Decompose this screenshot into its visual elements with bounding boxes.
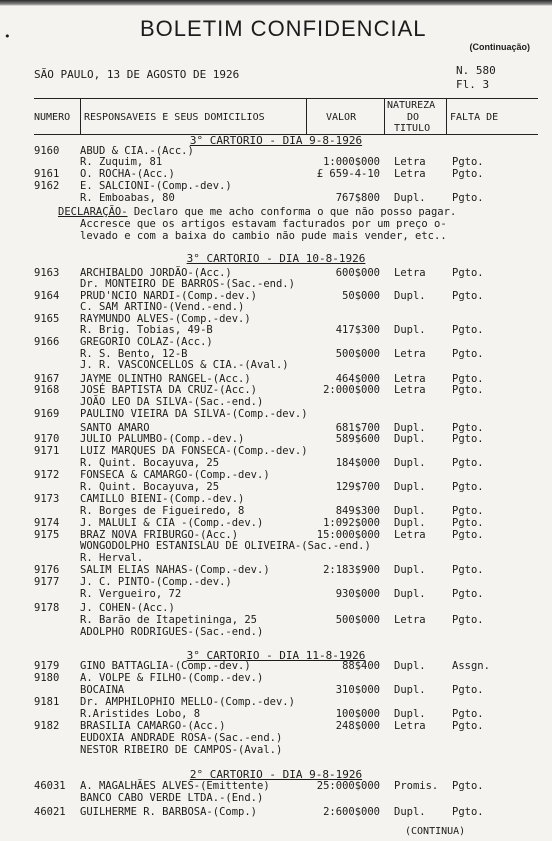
table-row	[0, 793, 552, 804]
table-row	[0, 458, 552, 469]
entry-responsavel: R. Barão de Itapetininga, 25	[80, 614, 258, 626]
entry-responsavel: C. SAM ARTINO-(Vend.-end.)	[80, 301, 245, 313]
entry-valor: 1:092$000	[323, 517, 380, 529]
col-natureza: TITULO	[394, 123, 431, 134]
entry-valor: 767$800	[335, 192, 380, 204]
entry-natureza: Dupl.	[394, 457, 426, 469]
entry-falta: Pgto.	[452, 192, 484, 204]
entry-falta: Pgto.	[452, 267, 484, 279]
section-heading: 3° CARTORIO - DIA 9-8-1926	[189, 134, 363, 147]
entry-number: 9172	[34, 469, 60, 481]
entry-falta: Pgto.	[452, 324, 484, 336]
entry-responsavel: R. Emboabas, 80	[80, 192, 175, 204]
entry-number: 9162	[34, 180, 60, 192]
entry-responsavel: ADOLPHO RODRIGUES-(Sac.-end.)	[80, 626, 264, 638]
entry-natureza: Dupl.	[394, 481, 426, 493]
entry-number: 9167	[34, 373, 60, 385]
entry-valor: £ 659-4-10	[316, 168, 380, 180]
continua-label: (CONTINUA)	[405, 826, 466, 837]
entry-responsavel: A. MAGALHÃES ALVES-(Emittente)	[80, 780, 270, 792]
entry-falta: Pgto.	[452, 780, 484, 792]
section-heading: 3° CARTORIO - DIA 10-8-1926	[186, 252, 366, 265]
table-row	[0, 506, 552, 517]
entry-responsavel: SANTO AMARO	[80, 422, 150, 434]
declaration-line: levado e com a baixa do cambio não pude mais vender, etc..	[80, 230, 447, 242]
entry-natureza: Letra	[394, 348, 426, 360]
table-row	[0, 745, 552, 756]
table-row	[0, 446, 552, 457]
entry-natureza: Promis.	[394, 780, 439, 792]
entry-responsavel: PAULINO VIEIRA DA SILVA-(Comp.-dev.)	[80, 408, 308, 420]
column-divider	[80, 98, 81, 134]
entry-responsavel: BRASILIA CAMARGO-(Acc.)	[80, 720, 226, 732]
column-divider	[306, 98, 307, 134]
entry-valor: 100$000	[335, 708, 380, 720]
entry-falta: Pgto.	[452, 348, 484, 360]
entry-responsavel: R.Aristides Lobo, 8	[80, 708, 201, 720]
entry-number: 9177	[34, 576, 60, 588]
table-row	[0, 409, 552, 420]
entry-responsavel: J. MALULI & CIA -(Comp.-dev.)	[80, 517, 264, 529]
entry-responsavel: BRAZ NOVA FRIBURGO-(Acc.)	[80, 529, 239, 541]
table-row	[0, 565, 552, 576]
entry-natureza: Letra	[394, 156, 426, 168]
entry-responsavel: R. S. Bento, 12-B	[80, 348, 188, 360]
entry-responsavel: J. C. PINTO-(Comp.-dev.)	[80, 576, 232, 588]
entry-natureza: Dupl.	[394, 660, 426, 672]
entry-valor: 500$000	[335, 614, 380, 626]
entry-falta: Pgto.	[452, 806, 484, 818]
entry-responsavel: R. Zuquim, 81	[80, 156, 163, 168]
entry-valor: 2:183$900	[323, 564, 380, 576]
scan-top-band	[0, 0, 552, 6]
entry-natureza: Dupl.	[394, 505, 426, 517]
table-row	[0, 627, 552, 638]
col-numero: NUMERO	[34, 112, 71, 123]
entry-responsavel: JAYME OLINTHO RANGEL-(Acc.)	[80, 373, 251, 385]
entry-responsavel: R. Quint. Bocayuva, 25	[80, 481, 220, 493]
entry-responsavel: E. SALCIONI-(Comp.-dev.)	[80, 180, 232, 192]
table-row	[0, 553, 552, 564]
entry-falta: Pgto.	[452, 614, 484, 626]
column-divider	[384, 98, 385, 134]
entry-responsavel: CAMILLO BIENI-(Comp.-dev.)	[80, 493, 245, 505]
entry-falta: Pgto.	[452, 720, 484, 732]
entry-falta: Pgto.	[452, 517, 484, 529]
entry-responsavel: Dr. AMPHILOPHIO MELLO-(Comp.-dev.)	[80, 696, 295, 708]
entry-natureza: Dupl.	[394, 806, 426, 818]
entry-number: 46021	[34, 806, 66, 818]
entry-responsavel: R. Brig. Tobias, 49-B	[80, 324, 213, 336]
table-row	[0, 615, 552, 626]
table-row	[0, 434, 552, 445]
entry-valor: 248$000	[335, 720, 380, 732]
entry-valor: 500$000	[335, 348, 380, 360]
entry-responsavel: JULIO PALUMBO-(Comp.-dev.)	[80, 433, 245, 445]
entry-natureza: Letra	[394, 373, 426, 385]
entry-falta: Pgto.	[452, 168, 484, 180]
entry-valor: 600$000	[335, 267, 380, 279]
entry-falta: Pgto.	[452, 433, 484, 445]
table-row	[0, 157, 552, 168]
declaration-line: Accresce que os artigos estavam facturados por um preço o-	[80, 218, 447, 230]
entry-natureza: Letra	[394, 720, 426, 732]
table-row	[0, 781, 552, 792]
table-row	[0, 541, 552, 552]
section-heading: 3° CARTORIO - DIA 11-8-1926	[186, 649, 366, 662]
entry-valor: 50$000	[342, 290, 380, 302]
table-row	[0, 325, 552, 336]
table-row	[0, 337, 552, 348]
entry-number: 9175	[34, 529, 60, 541]
entry-responsavel: O. ROCHA-(Acc.)	[80, 168, 175, 180]
entry-valor: 310$000	[335, 684, 380, 696]
table-row	[0, 482, 552, 493]
entry-natureza: Dupl.	[394, 192, 426, 204]
entry-responsavel: EUDOXIA ANDRADE ROSA-(Sac.-end.)	[80, 732, 283, 744]
table-row	[0, 518, 552, 529]
entry-responsavel: GUILHERME R. BARBOSA-(Comp.)	[80, 806, 258, 818]
entry-number: 9161	[34, 168, 60, 180]
table-row	[0, 494, 552, 505]
entry-natureza: Letra	[394, 529, 426, 541]
entry-valor: 2:600$000	[323, 806, 380, 818]
entry-falta: Pgto.	[452, 422, 484, 434]
bulletin-number: N. 580	[456, 64, 496, 77]
entry-valor: 464$000	[335, 373, 380, 385]
entry-responsavel: ABUD & CIA.-(Acc.)	[80, 145, 194, 157]
entry-falta: Pgto.	[452, 564, 484, 576]
table-row	[0, 709, 552, 720]
entry-number: 9160	[34, 145, 60, 157]
entry-valor: 88$400	[342, 660, 380, 672]
entry-responsavel: R. Vergueiro, 72	[80, 588, 182, 600]
entry-valor: 930$000	[335, 588, 380, 600]
continuation-label: (Continuação)	[469, 42, 530, 52]
entry-number: 9178	[34, 602, 60, 614]
table-row	[0, 661, 552, 672]
entry-falta: Pgto.	[452, 156, 484, 168]
entry-falta: Pgto.	[452, 505, 484, 517]
place-date: SÃO PAULO, 13 DE AGOSTO DE 1926	[34, 68, 240, 81]
entry-valor: 2:000$000	[323, 384, 380, 396]
entry-responsavel: NESTOR RIBEIRO DE CAMPOS-(Aval.)	[80, 744, 283, 756]
entry-number: 46031	[34, 780, 66, 792]
table-row	[0, 685, 552, 696]
entry-responsavel: R. Herval.	[80, 552, 144, 564]
entry-responsavel: J. COHEN-(Acc.)	[80, 602, 175, 614]
entry-natureza: Dupl.	[394, 290, 426, 302]
entry-valor: 589$600	[335, 433, 380, 445]
entry-number: 9166	[34, 336, 60, 348]
entry-natureza: Dupl.	[394, 588, 426, 600]
entry-responsavel: FONSECA & CAMARGO-(Comp.-dev.)	[80, 469, 270, 481]
entry-number: 9182	[34, 720, 60, 732]
entry-natureza: Letra	[394, 384, 426, 396]
table-row	[0, 193, 552, 204]
entry-responsavel: BOCAINA	[80, 684, 125, 696]
column-divider	[446, 98, 447, 134]
table-row	[0, 721, 552, 732]
entry-falta: Pgto.	[452, 384, 484, 396]
table-row	[0, 302, 552, 313]
entry-natureza: Dupl.	[394, 708, 426, 720]
entry-number: 9179	[34, 660, 60, 672]
entry-falta: Pgto.	[452, 290, 484, 302]
entry-number: 9163	[34, 267, 60, 279]
entry-natureza: Letra	[394, 614, 426, 626]
entry-responsavel: SALIM ELIAS NAHAS-(Comp.-dev.)	[80, 564, 270, 576]
section-heading: 2° CARTORIO - DIA 9-8-1926	[189, 768, 363, 781]
entry-valor: 681$700	[335, 422, 380, 434]
table-row	[0, 181, 552, 192]
entry-number: 9170	[34, 433, 60, 445]
table-row	[0, 279, 552, 290]
entry-valor: 129$700	[335, 481, 380, 493]
entry-responsavel: JOSÉ BAPTISTA DA CRUZ-(Acc.)	[80, 384, 258, 396]
entry-number: 9164	[34, 290, 60, 302]
table-row	[0, 733, 552, 744]
entry-valor: 1:000$000	[323, 156, 380, 168]
entry-natureza: Dupl.	[394, 433, 426, 445]
entry-responsavel: RAYMUNDO ALVES-(Comp.-dev.)	[80, 313, 251, 325]
declaration-line: DECLARAÇÃO- Declaro que me acho conforma o que não posso pagar.	[58, 206, 457, 218]
table-row	[0, 603, 552, 614]
entry-responsavel: GINO BATTAGLIA-(Comp.-dev.)	[80, 660, 251, 672]
entry-natureza: Letra	[394, 267, 426, 279]
entry-responsavel: R. Borges de Figueiredo, 8	[80, 505, 245, 517]
entry-falta: Pgto.	[452, 481, 484, 493]
entry-valor: 849$300	[335, 505, 380, 517]
col-natureza: NATUREZA	[387, 100, 436, 111]
entry-responsavel: ARCHIBALDO JORDÃO-(Acc.)	[80, 267, 232, 279]
bullet-mark: •	[4, 30, 11, 43]
entry-valor: 15:000$000	[316, 529, 380, 541]
entry-valor: 417$300	[335, 324, 380, 336]
entry-responsavel: LUIZ MARQUES DA FONSECA-(Comp.-dev.)	[80, 445, 308, 457]
entry-responsavel: PRUD'NCIO NARDI-(Comp.-dev.)	[80, 290, 258, 302]
table-row	[0, 673, 552, 684]
entry-natureza: Dupl.	[394, 517, 426, 529]
entry-number: 9168	[34, 384, 60, 396]
entry-number: 9181	[34, 696, 60, 708]
entry-number: 9173	[34, 493, 60, 505]
entry-responsavel: A. VOLPE & FILHO-(Comp.-dev.)	[80, 672, 264, 684]
entry-number: 9174	[34, 517, 60, 529]
entry-responsavel: WONGODOLPHO ESTANISLAU DE OLIVEIRA-(Sac.-end.)	[80, 540, 371, 552]
entry-number: 9171	[34, 445, 60, 457]
table-row	[0, 577, 552, 588]
sheet-number: Fl. 3	[456, 78, 490, 91]
entry-valor: 25:000$000	[316, 780, 380, 792]
entry-responsavel: R. Quint. Bocayuva, 25	[80, 457, 220, 469]
entry-falta: Pgto.	[452, 684, 484, 696]
table-row	[0, 397, 552, 408]
table-row	[0, 470, 552, 481]
col-natureza: DO	[407, 112, 420, 123]
table-row	[0, 807, 552, 818]
entry-natureza: Letra	[394, 168, 426, 180]
col-responsaveis: RESPONSAVEIS E SEUS DOMICILIOS	[84, 112, 265, 123]
header-top-rule	[34, 98, 538, 99]
entry-number: 9180	[34, 672, 60, 684]
entry-responsavel: J. R. VASCONCELLOS & CIA.-(Aval.)	[80, 359, 289, 371]
col-valor: VALOR	[326, 112, 357, 123]
table-row	[0, 385, 552, 396]
entry-responsavel: Dr. MONTEIRO DE BARROS-(Sac.-end.)	[80, 278, 295, 290]
entry-responsavel: GREGORIO COLAZ-(Acc.)	[80, 336, 213, 348]
entry-natureza: Dupl.	[394, 324, 426, 336]
entry-falta: Assgn.	[452, 660, 490, 672]
entry-falta: Pgto.	[452, 529, 484, 541]
entry-number: 9176	[34, 564, 60, 576]
document-title: BOLETIM CONFIDENCIAL	[140, 16, 427, 41]
table-row	[0, 360, 552, 371]
entry-valor: 184$000	[335, 457, 380, 469]
entry-responsavel: JOÃO LEO DA SILVA-(Sac.-end.)	[80, 396, 264, 408]
entry-natureza: Dupl.	[394, 422, 426, 434]
entry-falta: Pgto.	[452, 373, 484, 385]
entry-responsavel: BANCO CABO VERDE LTDA.-(End.)	[80, 792, 264, 804]
table-row	[0, 169, 552, 180]
entry-natureza: Dupl.	[394, 564, 426, 576]
entry-natureza: Dupl.	[394, 684, 426, 696]
table-row	[0, 697, 552, 708]
entry-falta: Pgto.	[452, 588, 484, 600]
table-row	[0, 589, 552, 600]
entry-falta: Pgto.	[452, 708, 484, 720]
entry-number: 9165	[34, 313, 60, 325]
col-falta: FALTA DE	[450, 112, 499, 123]
entry-number: 9169	[34, 408, 60, 420]
entry-falta: Pgto.	[452, 457, 484, 469]
